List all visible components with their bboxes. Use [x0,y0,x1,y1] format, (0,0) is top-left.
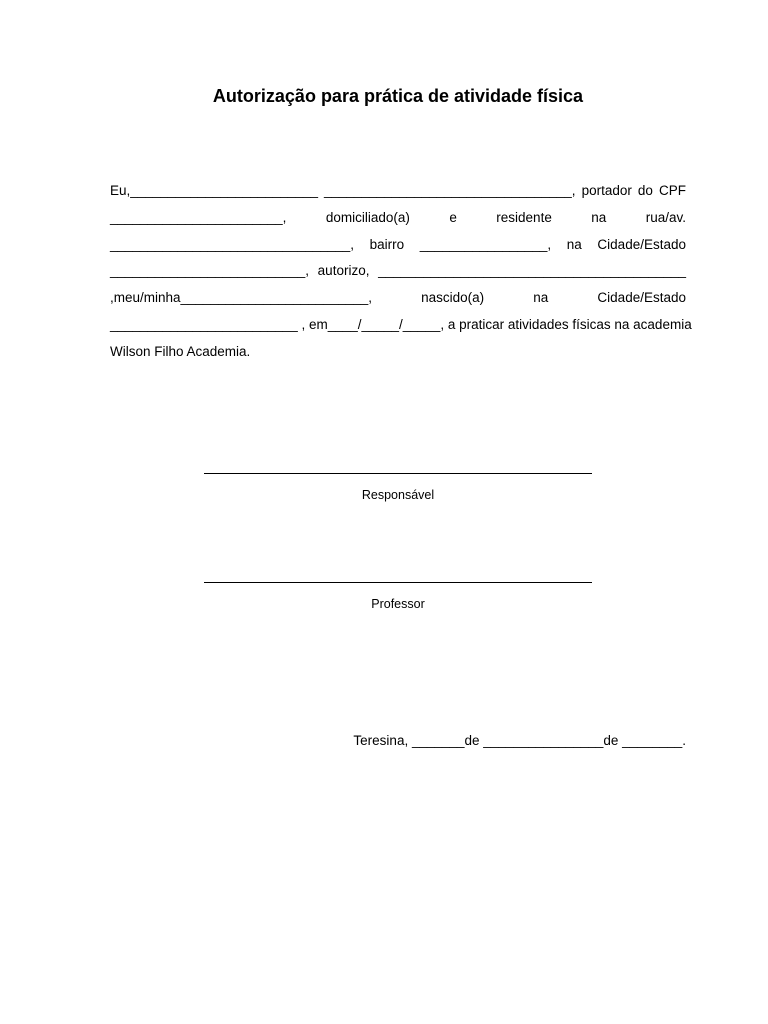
paragraph-line: __________________________, autorizo, _________________________________________ [110,263,686,279]
paragraph-line: Wilson Filho Academia. [110,343,251,359]
paragraph-line: _______________________, domiciliado(a) e residente na rua/av. [110,209,686,225]
signature-label-professor: Professor [371,597,425,611]
paragraph-line: _________________________ , em____/_____/_____, a praticar atividades físicas na academia [110,316,692,332]
paragraph-line: ,meu/minha_________________________, nascido(a) na Cidade/Estado [110,290,686,306]
signature-line-responsavel [204,473,592,474]
signature-line-professor [204,582,592,583]
authorization-paragraph [110,178,692,366]
date-line: Teresina, _______de ________________de ________. [353,733,686,748]
signature-label-responsavel: Responsável [361,488,435,502]
paragraph-line: Eu,_________________________ _________________________________, portador do CPF [110,183,686,198]
document-title: Autorização para prática de atividade física [212,86,584,106]
paragraph-line: ________________________________, bairro _________________, na Cidade/Estado [110,236,686,252]
